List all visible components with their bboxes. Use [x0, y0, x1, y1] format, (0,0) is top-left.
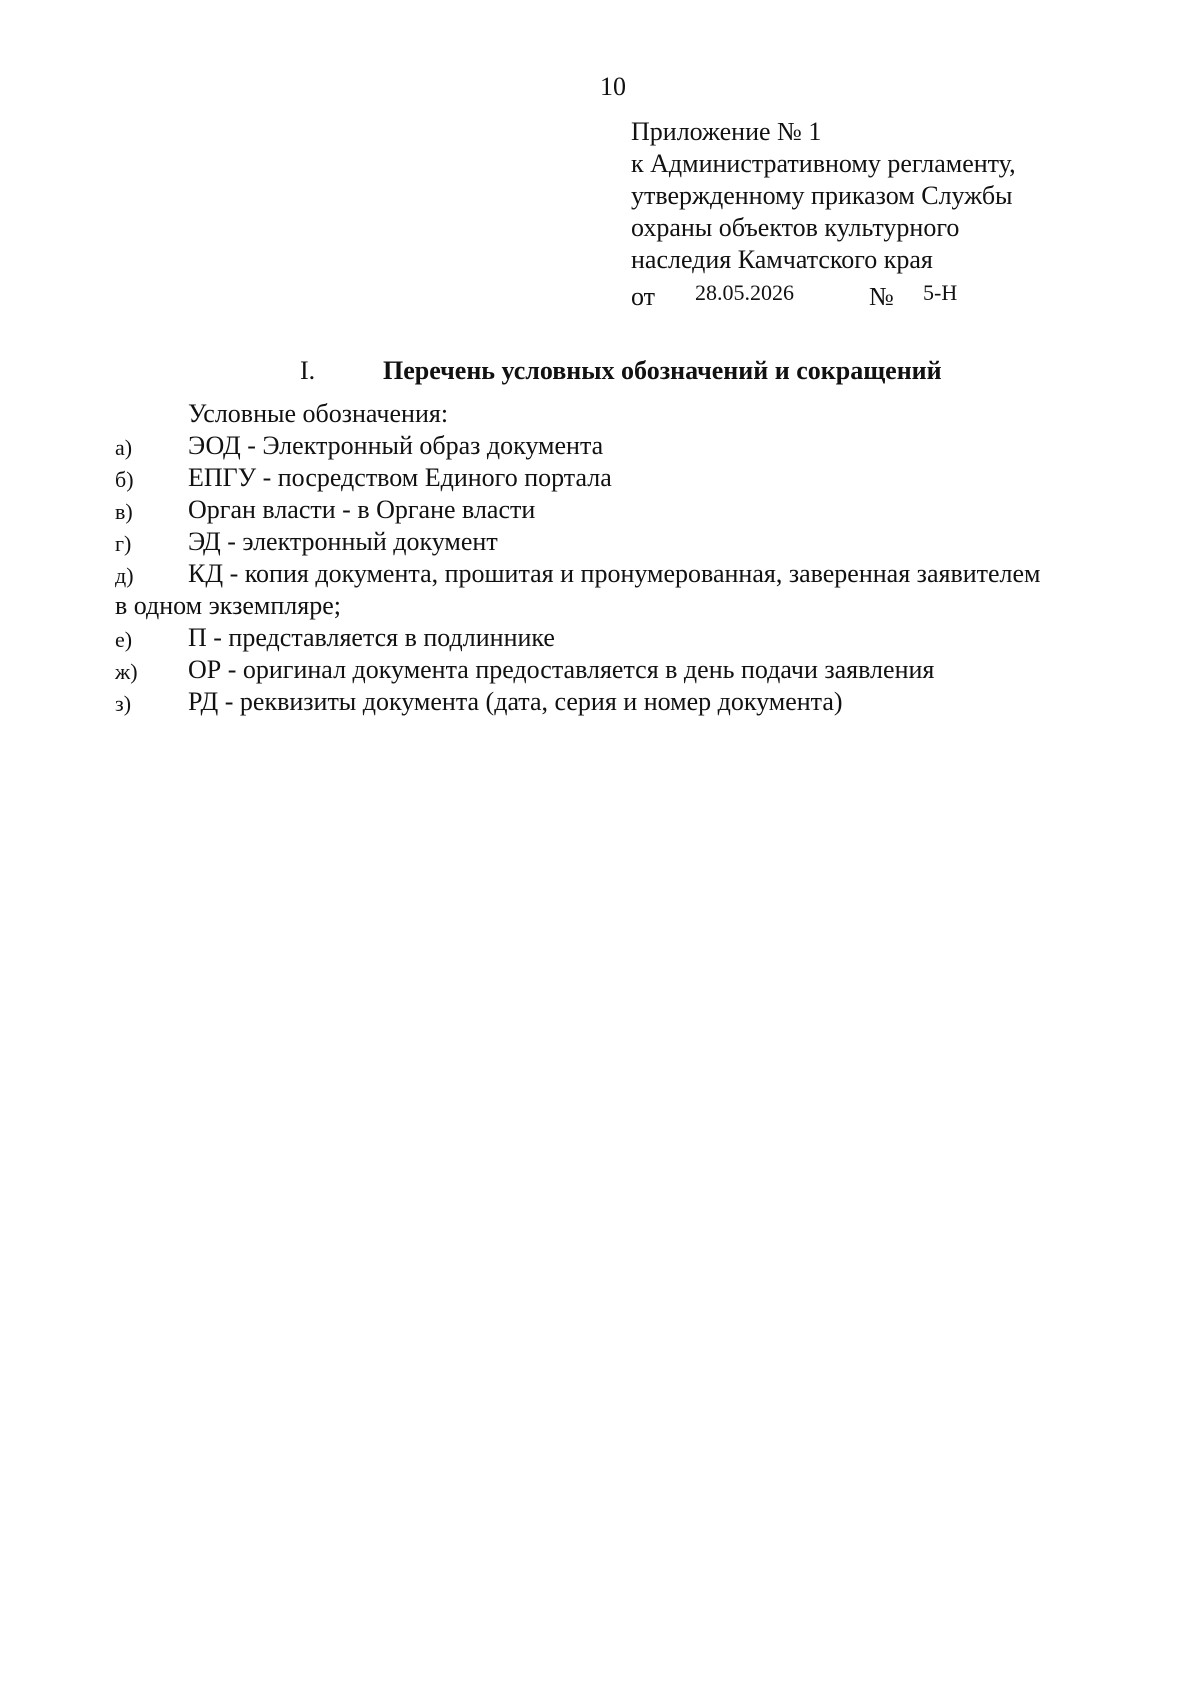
appendix-line: охраны объектов культурного [631, 213, 960, 242]
list-item [115, 494, 1125, 526]
order-date-number [631, 278, 1011, 310]
legend-intro: Условные обозначения: [188, 399, 449, 428]
item-text: ЭОД - Электронный образ документа [188, 431, 604, 460]
order-date: 28.05.2026 [695, 280, 794, 305]
item-text: ОР - оригинал документа предоставляется в день подачи заявления [188, 655, 935, 684]
section-numeral: I. [300, 356, 316, 385]
number-sign: № [869, 282, 894, 311]
page-number: 10 [600, 72, 626, 101]
list-item [115, 654, 1125, 686]
item-text: РД - реквизиты документа (дата, серия и номер документа) [188, 687, 843, 716]
appendix-line: утвержденному приказом Службы [631, 181, 1013, 210]
item-text: П - представляется в подлиннике [188, 623, 555, 652]
list-item [115, 462, 1125, 494]
item-marker: е) [115, 627, 133, 652]
item-text: ЭД - электронный документ [188, 527, 498, 556]
item-text: ЕПГУ - посредством Единого портала [188, 463, 612, 492]
item-marker: з) [115, 691, 132, 716]
item-marker: в) [115, 499, 133, 524]
list-item [115, 526, 1125, 558]
list-item [115, 686, 1125, 718]
item-text-continuation: в одном экземпляре; [115, 591, 341, 620]
section-heading [0, 354, 1200, 388]
item-marker: г) [115, 531, 132, 556]
section-title: Перечень условных обозначений и сокращений [383, 356, 942, 385]
list-item [115, 558, 1125, 622]
appendix-header [631, 116, 1016, 276]
appendix-line: Приложение № 1 [631, 117, 822, 146]
appendix-line: к Административному регламенту, [631, 149, 1016, 178]
item-marker: а) [115, 435, 133, 460]
list-item [115, 430, 1125, 462]
item-marker: б) [115, 467, 134, 492]
item-marker: д) [115, 563, 134, 588]
item-text: КД - копия документа, прошитая и пронумерованная, заверенная заявителем [188, 559, 1041, 588]
list-item [115, 622, 1125, 654]
item-marker: ж) [115, 659, 138, 684]
appendix-line: наследия Камчатского края [631, 245, 933, 274]
item-text: Орган власти - в Органе власти [188, 495, 536, 524]
order-number: 5-Н [923, 280, 958, 305]
from-label: от [631, 282, 656, 311]
legend-list [115, 430, 1125, 718]
